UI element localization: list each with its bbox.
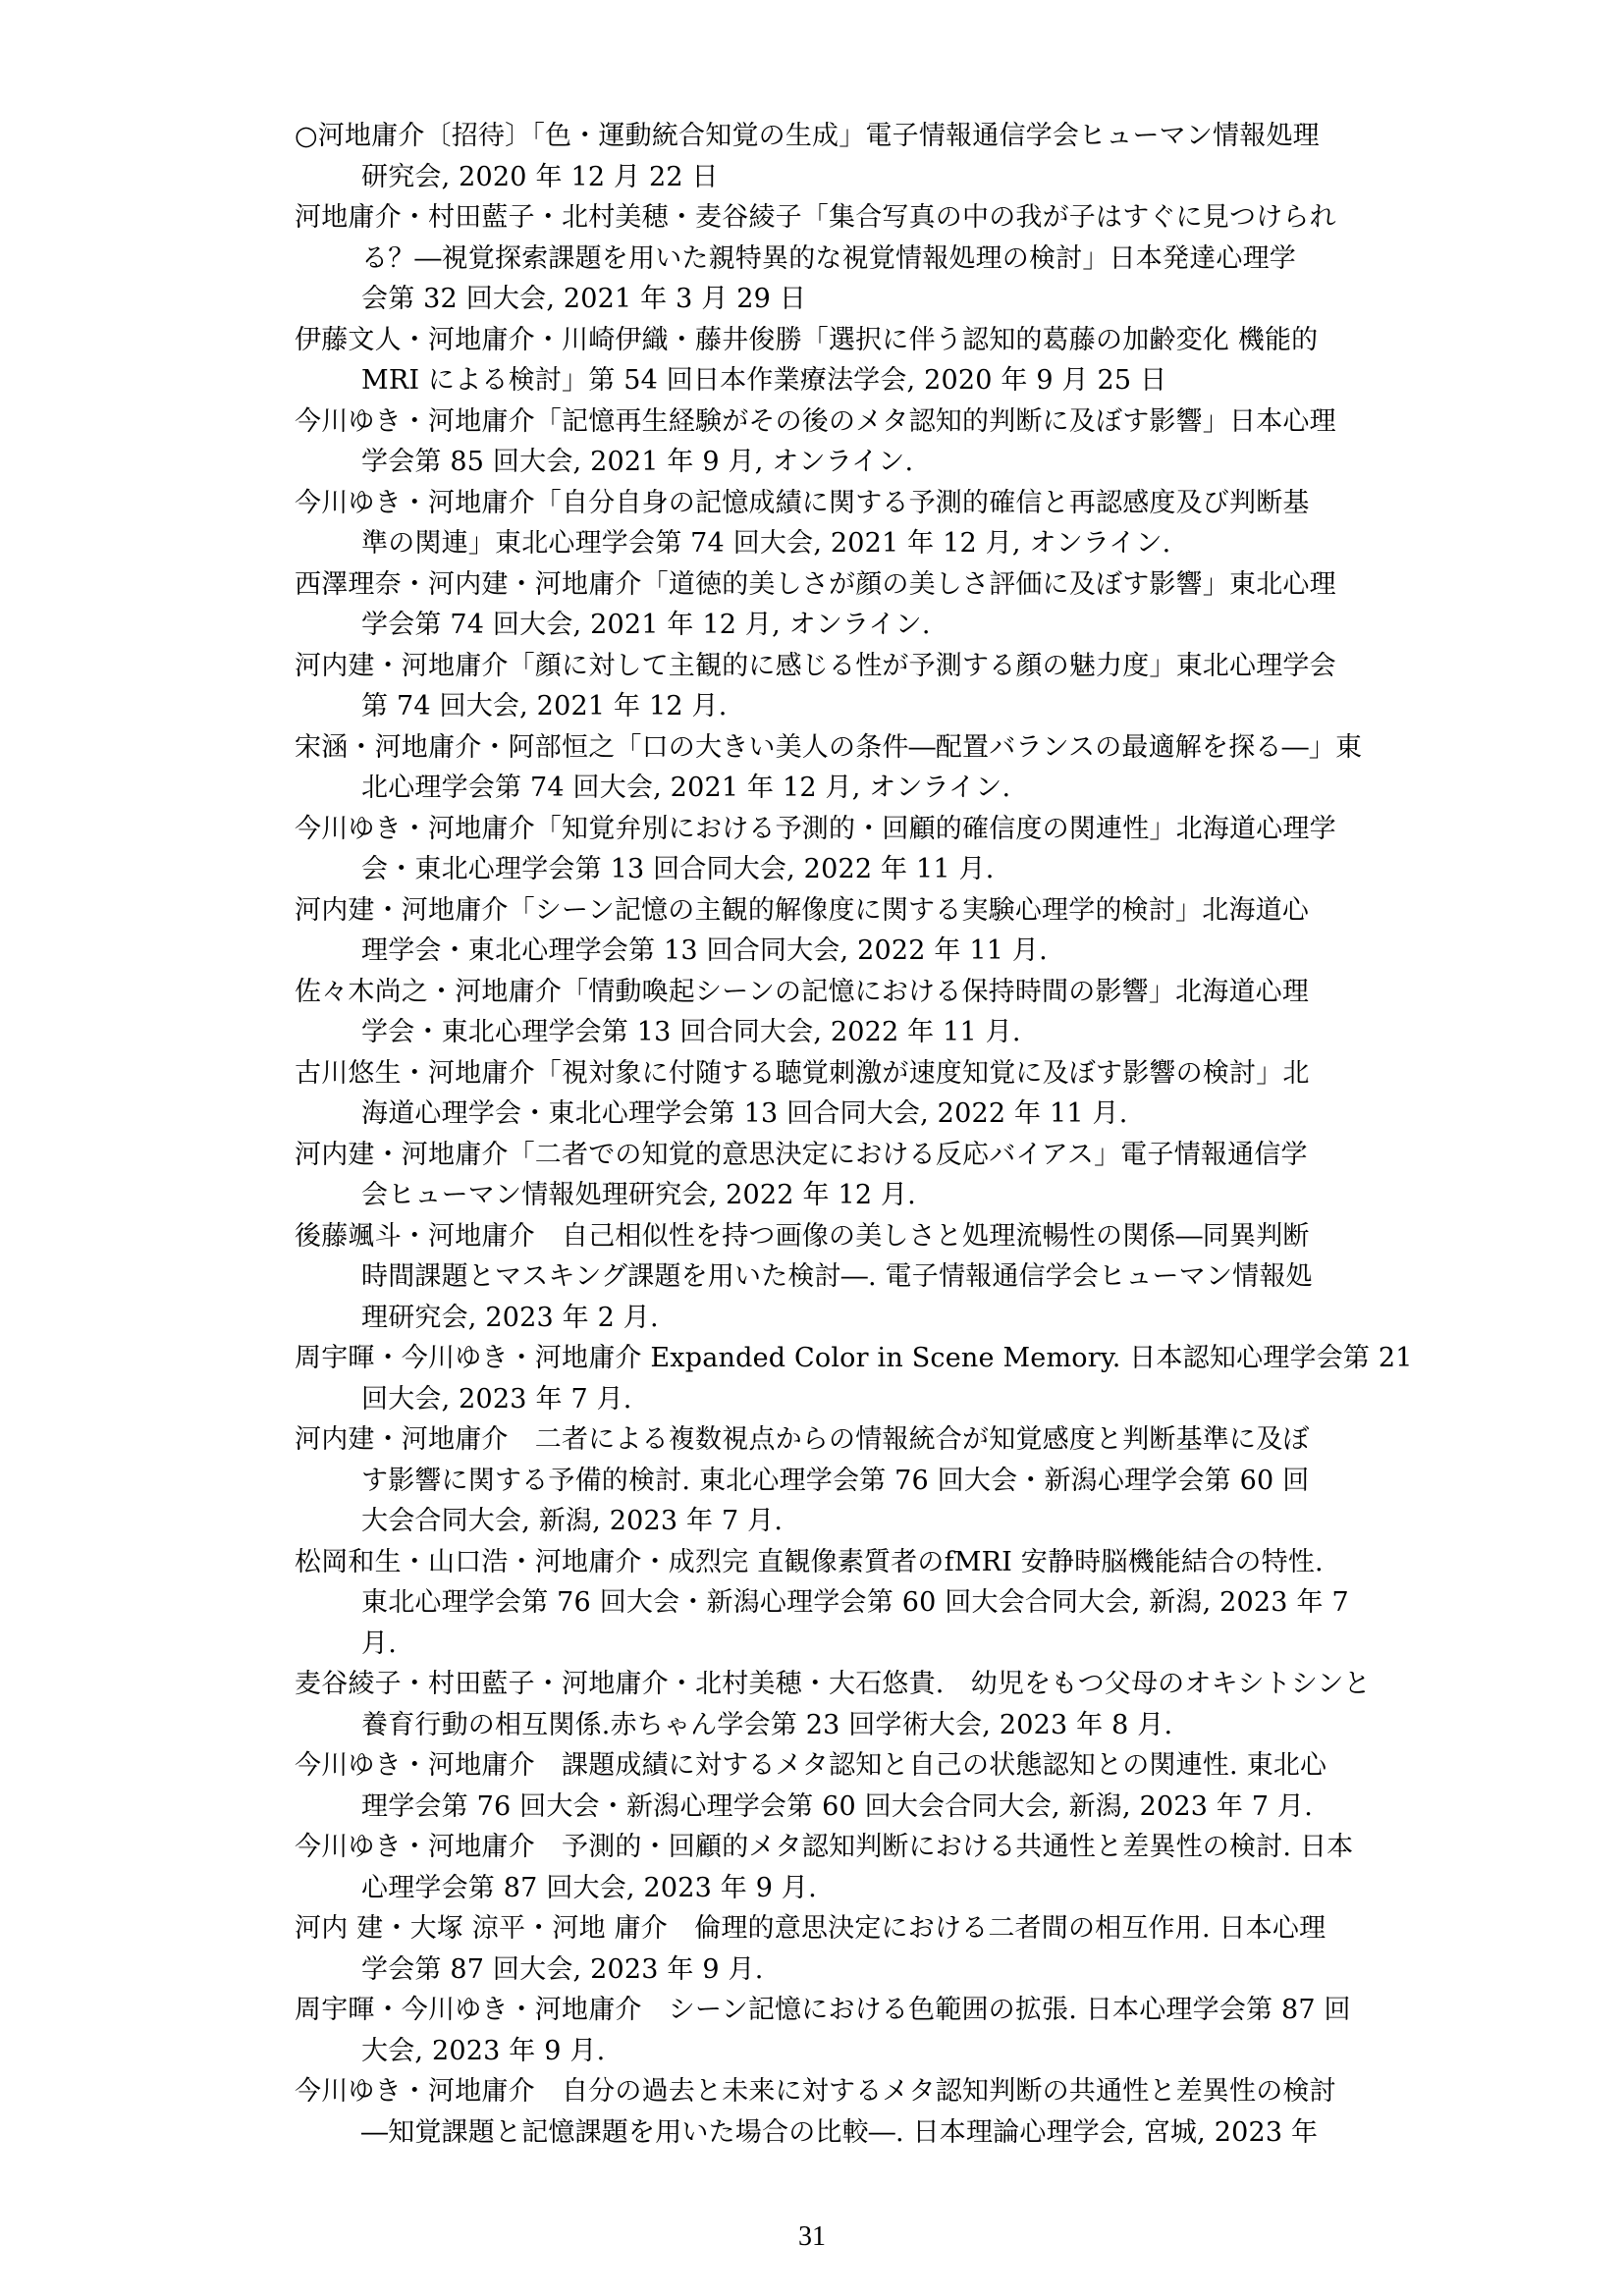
reference-line-continuation: 回大会, 2023 年 7 月.: [361, 1383, 632, 1415]
reference-line-first: 河内建・河地庸介「顔に対して主観的に感じる性が予測する顔の魅力度」東北心理学会: [295, 650, 1336, 681]
reference-line-continuation: 理研究会, 2023 年 2 月.: [361, 1302, 659, 1333]
reference-line-continuation: 学会第 87 回大会, 2023 年 9 月.: [361, 1953, 764, 1985]
reference-entry: [295, 972, 1394, 1053]
reference-line-first: 河内建・河地庸介 二者による複数視点からの情報統合が知覚感度と判断基準に及ぼ: [295, 1424, 1310, 1455]
reference-line-continuation: 学会第 85 回大会, 2021 年 9 月, オンライン.: [361, 447, 914, 477]
reference-entry: [295, 1053, 1394, 1135]
reference-line-first: 佐々木尚之・河地庸介「情動喚起シーンの記憶における保持時間の影響」北海道心理: [295, 976, 1310, 1007]
reference-line-first: 河内 建・大塚 涼平・河地 庸介 倫理的意思決定における二者間の相互作用. 日本心理: [295, 1913, 1326, 1944]
reference-line-first: 宋涵・河地庸介・阿部恒之「口の大きい美人の条件―配置バランスの最適解を探る―」東: [295, 731, 1363, 763]
reference-line-continuation: 会第 32 回大会, 2021 年 3 月 29 日: [361, 284, 807, 314]
reference-entry: [295, 1542, 1394, 1665]
reference-line-continuation: 大会合同大会, 新潟, 2023 年 7 月.: [361, 1506, 784, 1536]
reference-entry: [295, 2071, 1394, 2153]
reference-line-first: 今川ゆき・河地庸介 課題成績に対するメタ認知と自己の状態認知との関連性. 東北心: [295, 1750, 1327, 1781]
reference-entry: [295, 809, 1394, 890]
reference-line-first: 河地庸介・村田藍子・北村美穂・麦谷綾子「集合写真の中の我が子はすぐに見つけられ: [295, 202, 1336, 233]
reference-entry: [295, 1419, 1394, 1542]
reference-entry: [295, 320, 1394, 401]
reference-line-continuation: 研究会, 2020 年 12 月 22 日: [361, 161, 719, 192]
reference-line-continuation: MRI による検討」第 54 回日本作業療法学会, 2020 年 9 月 25 日: [361, 365, 1167, 396]
reference-entry: [295, 197, 1394, 320]
reference-line-continuation: 月.: [361, 1628, 397, 1659]
reference-line-continuation: 理学会・東北心理学会第 13 回合同大会, 2022 年 11 月.: [361, 935, 1048, 966]
reference-line-first: 今川ゆき・河地庸介 予測的・回顧的メタ認知判断における共通性と差異性の検討. 日本: [295, 1832, 1354, 1862]
reference-line-first: 今川ゆき・河地庸介「記憶再生経験がその後のメタ認知的判断に及ぼす影響」日本心理: [295, 405, 1336, 437]
reference-line-continuation: 理学会第 76 回大会・新潟心理学会第 60 回大会合同大会, 新潟, 2023 年 7 月.: [361, 1790, 1313, 1822]
reference-line-first: 西澤理奈・河内建・河地庸介「道徳的美しさが顔の美しさ評価に及ぼす影響」東北心理: [295, 568, 1336, 600]
reference-entry: [295, 1338, 1413, 1419]
reference-line-first: 河内建・河地庸介「シーン記憶の主観的解像度に関する実験心理学的検討」北海道心: [295, 894, 1310, 926]
reference-entry: [295, 483, 1394, 564]
reference-line-first: 麦谷綾子・村田藍子・河地庸介・北村美穂・大石悠貴. 幼児をもつ父母のオキシトシンと: [295, 1669, 1371, 1699]
reference-line-first: 今川ゆき・河地庸介「自分自身の記憶成績に関する予測的確信と再認感度及び判断基: [295, 487, 1310, 518]
reference-entry: [295, 1908, 1394, 1990]
reference-entry: [295, 1827, 1394, 1908]
reference-line-first: 今川ゆき・河地庸介 自分の過去と未来に対するメタ認知判断の共通性と差異性の検討: [295, 2076, 1336, 2107]
reference-line-continuation: 養育行動の相互関係.赤ちゃん学会第 23 回学術大会, 2023 年 8 月.: [361, 1709, 1173, 1740]
reference-line-continuation: 北心理学会第 74 回大会, 2021 年 12 月, オンライン.: [361, 773, 1011, 803]
reference-line-continuation: ―知覚課題と記憶課題を用いた場合の比較―. 日本理論心理学会, 宮城, 2023 年: [361, 2116, 1319, 2148]
reference-list: [295, 116, 1413, 2153]
reference-line-continuation: 会ヒューマン情報処理研究会, 2022 年 12 月.: [361, 1180, 916, 1210]
reference-line-continuation: 時間課題とマスキング課題を用いた検討―. 電子情報通信学会ヒューマン情報処: [361, 1261, 1313, 1292]
reference-line-first: ○河地庸介〔招待〕「色・運動統合知覚の生成」電子情報通信学会ヒューマン情報処理: [295, 121, 1320, 151]
reference-line-first: 伊藤文人・河地庸介・川崎伊織・藤井俊勝「選択に伴う認知的葛藤の加齢変化 機能的: [295, 324, 1319, 355]
reference-line-continuation: 第 74 回大会, 2021 年 12 月.: [361, 691, 728, 721]
reference-entry: [295, 1216, 1394, 1339]
reference-line-first: 松岡和生・山口浩・河地庸介・成烈完 直観像素質者のfMRI 安静時脳機能結合の特性.: [295, 1546, 1324, 1577]
reference-line-continuation: 準の関連」東北心理学会第 74 回大会, 2021 年 12 月, オンライン.: [361, 528, 1171, 559]
reference-line-first: 河内建・河地庸介「二者での知覚的意思決定における反応バイアス」電子情報通信学: [295, 1139, 1308, 1170]
reference-line-first: 今川ゆき・河地庸介「知覚弁別における予測的・回顧的確信度の関連性」北海道心理学: [295, 813, 1336, 844]
reference-line-first: 周宇暉・今川ゆき・河地庸介 シーン記憶における色範囲の拡張. 日本心理学会第 87 回: [295, 1995, 1351, 2025]
reference-line-continuation: 学会・東北心理学会第 13 回合同大会, 2022 年 11 月.: [361, 1017, 1021, 1047]
reference-entry: [295, 1135, 1394, 1216]
reference-line-continuation: 大会, 2023 年 9 月.: [361, 2035, 606, 2066]
reference-line-continuation: 東北心理学会第 76 回大会・新潟心理学会第 60 回大会合同大会, 新潟, 2023 年 7: [361, 1587, 1349, 1618]
reference-line-continuation: る？―視覚探索課題を用いた親特異的な視覚情報処理の検討」日本発達心理学: [361, 242, 1296, 274]
reference-line-first: 古川悠生・河地庸介「視対象に付随する聴覚刺激が速度知覚に及ぼす影響の検討」北: [295, 1057, 1310, 1089]
reference-entry: [295, 1745, 1394, 1827]
reference-line-continuation: 海道心理学会・東北心理学会第 13 回合同大会, 2022 年 11 月.: [361, 1098, 1128, 1129]
page-number: 31: [798, 2221, 826, 2252]
reference-line-continuation: 学会第 74 回大会, 2021 年 12 月, オンライン.: [361, 610, 931, 640]
reference-entry: [295, 1664, 1394, 1745]
reference-line-first: 周宇暉・今川ゆき・河地庸介 Expanded Color in Scene Memory. 日本認知心理学会第 21: [295, 1343, 1413, 1373]
reference-entry: [295, 116, 1394, 197]
reference-entry: [295, 564, 1394, 646]
reference-line-continuation: 心理学会第 87 回大会, 2023 年 9 月.: [361, 1872, 817, 1903]
reference-line-continuation: す影響に関する予備的検討. 東北心理学会第 76 回大会・新潟心理学会第 60 回: [361, 1465, 1310, 1496]
reference-entry: [295, 1990, 1394, 2071]
reference-line-continuation: 会・東北心理学会第 13 回合同大会, 2022 年 11 月.: [361, 854, 995, 884]
reference-entry: [295, 646, 1394, 727]
reference-entry: [295, 401, 1394, 483]
reference-line-first: 後藤颯斗・河地庸介 自己相似性を持つ画像の美しさと処理流暢性の関係―同異判断: [295, 1220, 1310, 1252]
reference-entry: [295, 890, 1394, 972]
reference-entry: [295, 727, 1394, 809]
